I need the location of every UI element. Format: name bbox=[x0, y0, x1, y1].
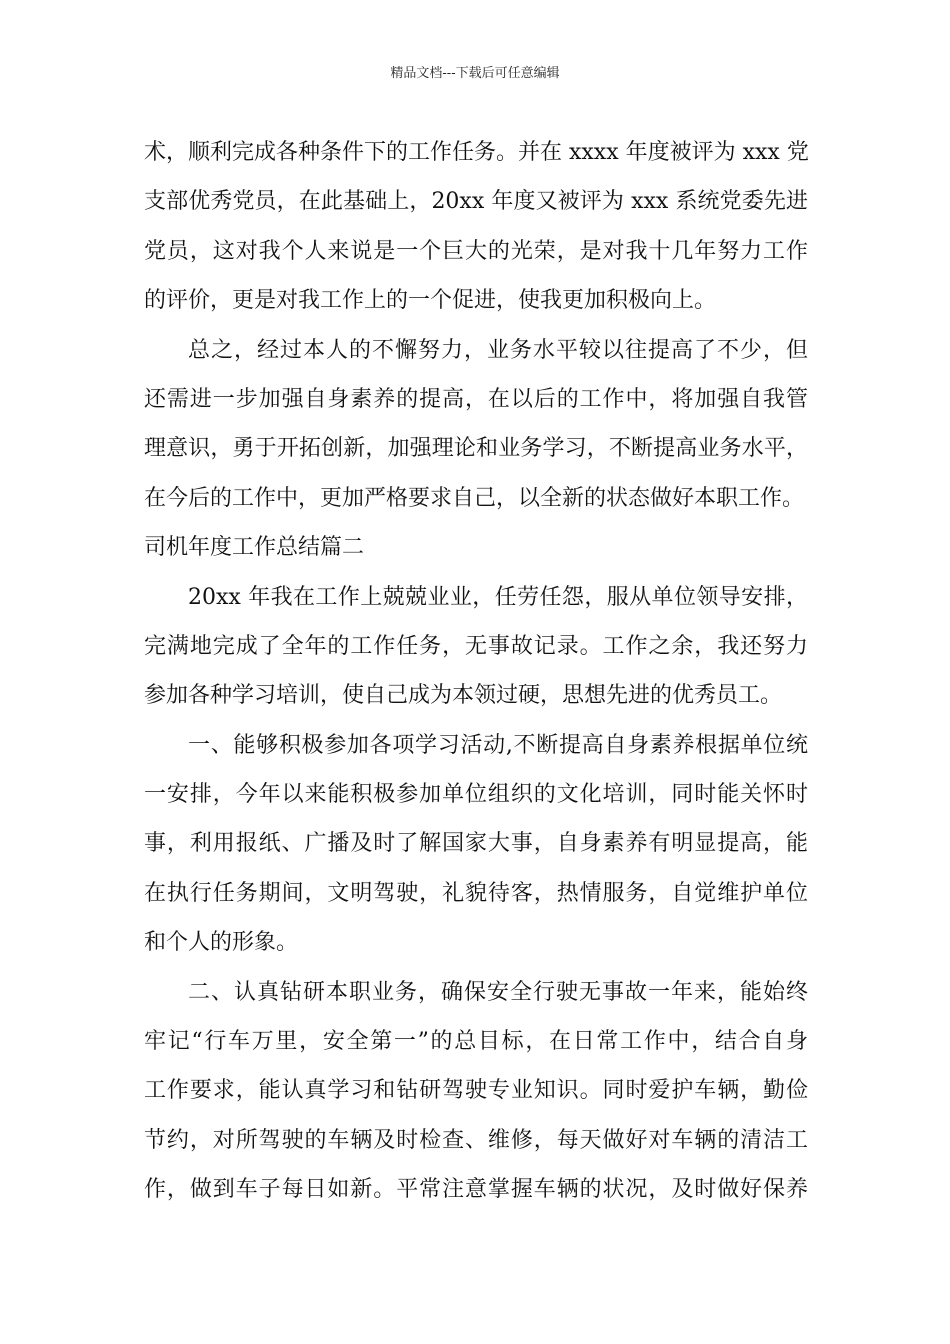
text-line: 总之，经过本人的不懈努力，业务水平较以往提高了不少，但 bbox=[188, 337, 808, 363]
text-line: 和个人的形象。 bbox=[144, 930, 299, 956]
text-line: 在执行任务期间，文明驾驶，礼貌待客，热情服务，自觉维护单位 bbox=[144, 880, 808, 906]
text-line: 完满地完成了全年的工作任务，无事故记录。工作之余，我还努力 bbox=[144, 633, 808, 659]
text-line: 在今后的工作中，更加严格要求自己，以全新的状态做好本职工作。 bbox=[144, 485, 805, 511]
text-line: 参加各种学习培训，使自己成为本领过硬，思想先进的优秀员工。 bbox=[144, 683, 783, 709]
text-line: 二、认真钻研本职业务，确保安全行驶无事故一年来，能始终 bbox=[188, 979, 808, 1005]
text-line: 理意识，勇于开拓创新，加强理论和业务学习，不断提高业务水平， bbox=[144, 436, 808, 462]
text-line: 支部优秀党员，在此基础上，20xx 年度又被评为 xxx 系统党委先进 bbox=[144, 189, 808, 215]
text-line: 术，顺利完成各种条件下的工作任务。并在 xxxx 年度被评为 xxx 党 bbox=[144, 140, 809, 165]
text-line: 司机年度工作总结篇二 bbox=[144, 535, 365, 561]
text-line: 事，利用报纸、广播及时了解国家大事，自身素养有明显提高，能 bbox=[144, 831, 808, 857]
text-line: 一、能够积极参加各项学习活动,不断提高自身素养根据单位统 bbox=[188, 732, 808, 758]
text-line: 一安排，今年以来能积极参加单位组织的文化培训，同时能关怀时 bbox=[144, 782, 808, 808]
text-line: 还需进一步加强自身素养的提高，在以后的工作中，将加强自我管 bbox=[144, 386, 808, 412]
text-line: 20xx 年我在工作上兢兢业业，任劳任怨，服从单位领导安排， bbox=[188, 584, 808, 610]
text-line: 工作要求，能认真学习和钻研驾驶专业知识。同时爱护车辆，勤俭 bbox=[144, 1078, 808, 1104]
text-line: 牢记“行车万里，安全第一”的总目标，在日常工作中，结合自身 bbox=[144, 1029, 808, 1055]
page-header: 精品文档---下载后可任意编辑 bbox=[390, 66, 560, 81]
text-line: 党员，这对我个人来说是一个巨大的光荣，是对我十几年努力工作 bbox=[144, 238, 808, 264]
document-body bbox=[144, 128, 808, 1215]
text-line: 的评价，更是对我工作上的一个促进，使我更加积极向上。 bbox=[144, 288, 717, 314]
text-line: 作，做到车子每日如新。平常注意掌握车辆的状况，及时做好保养 bbox=[144, 1177, 808, 1203]
text-line: 节约，对所驾驶的车辆及时检查、维修，每天做好对车辆的清洁工 bbox=[144, 1127, 808, 1153]
